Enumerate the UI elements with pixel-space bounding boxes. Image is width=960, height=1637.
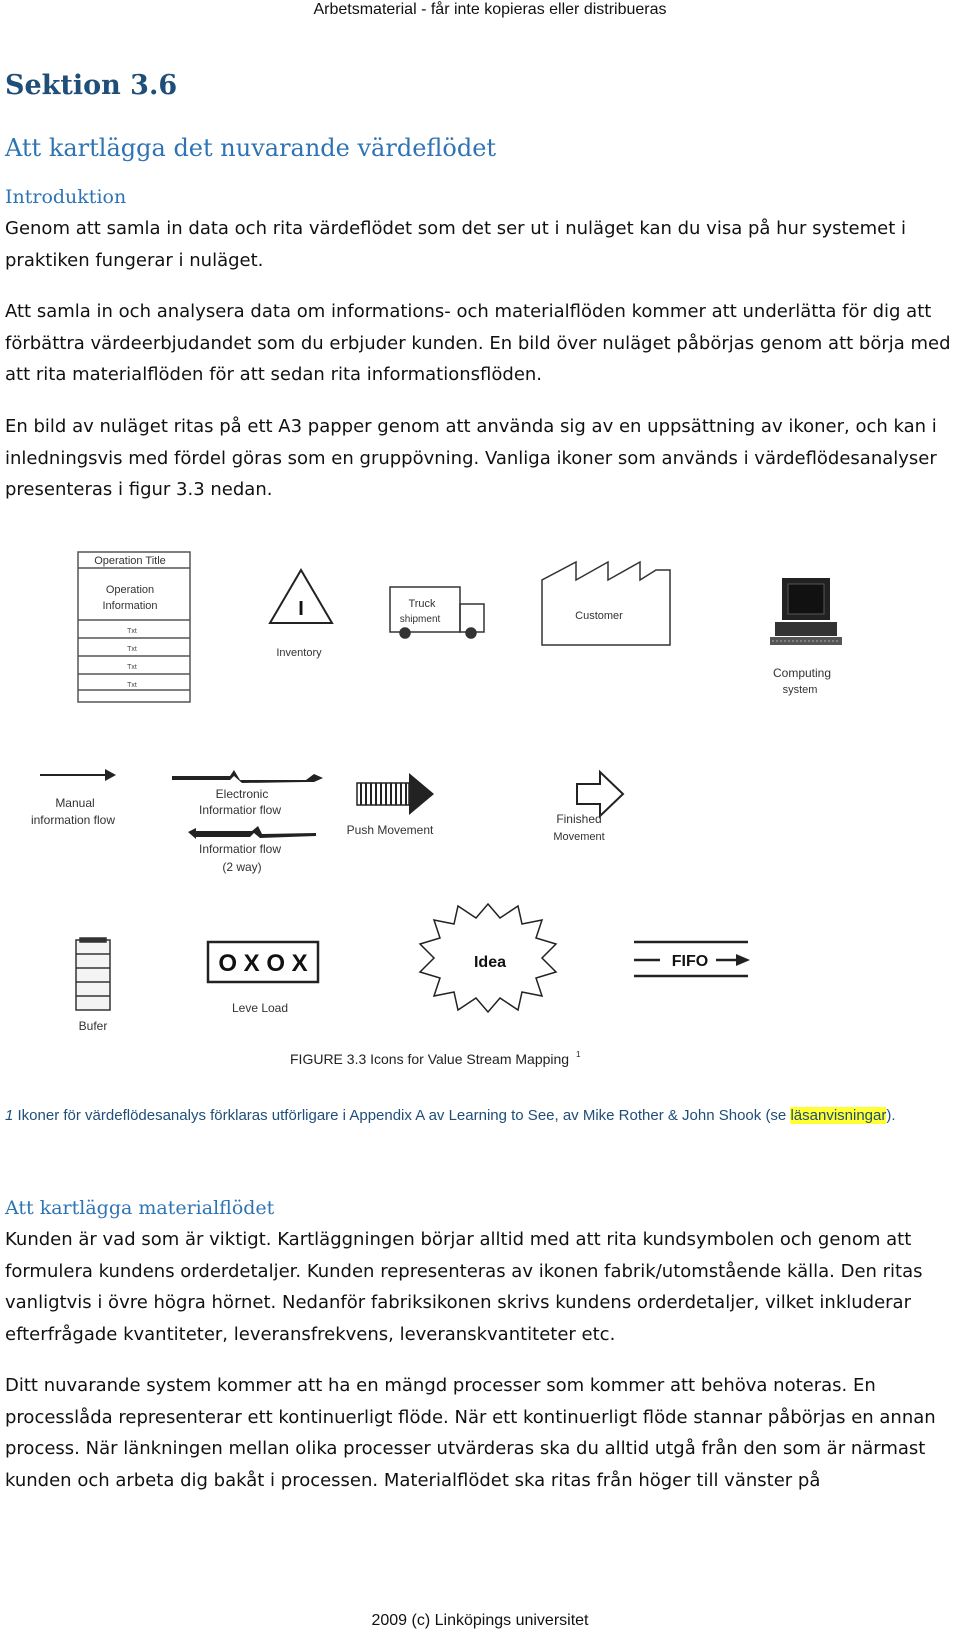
fifo-label: FIFO [671,953,709,970]
main-heading: Att kartlägga det nuvarande värdeflödet [5,134,497,162]
finished-label-line-1: Finished [556,812,602,826]
figure-caption: FIGURE 3.3 Icons for Value Stream Mapping [290,1051,570,1067]
computer-icon [770,578,842,645]
operation-row: Txt [127,628,137,635]
operation-box-icon [78,552,190,702]
footnote-highlight: läsanvisningar [790,1107,887,1124]
inventory-label: Inventory [276,647,322,659]
idea-label: Idea [473,954,507,971]
inventory-letter: I [298,598,304,620]
push-label: Push Movement [346,823,434,837]
footnote-number: 1 [5,1107,14,1124]
computing-label-line-1: Computing [772,666,832,680]
two-way-flow-label-line-2: (2 way) [222,860,262,874]
intro-paragraph-3: En bild av nuläget ritas på ett A3 papper genom att använda sig av en uppsättning av ikoner, och kan i inledningsvis med fördel göras som en gruppövning. Vanliga ikoner som används i värdeflödesanalyser presenteras i figur 3.3 nedan. [5,416,937,500]
two-way-flow-arrow-icon [188,826,316,839]
footnote [5,1106,945,1126]
customer-factory-icon [542,562,670,645]
finished-label-line-2: Movement [553,831,605,843]
page-header: Arbetsmaterial - får inte kopieras eller distribueras [313,1,667,18]
buffer-cabinet-icon [76,938,110,1010]
buffer-label: Bufer [78,1019,108,1033]
figure-caption-ref: 1 [576,1050,581,1059]
manual-flow-label-line-2: information flow [30,813,116,827]
intro-heading: Introduktion [5,186,127,208]
footnote-end: ). [886,1107,896,1124]
intro-paragraph-1: Genom att samla in data och rita värdeflödet som det ser ut i nuläget kan du visa på hur systemet i praktiken fungerar i nuläget. [5,218,906,271]
push-arrow-icon [357,773,434,815]
operation-row: Txt [127,664,137,671]
operation-title: Operation Title [94,555,166,567]
operation-row: Txt [127,682,137,689]
electronic-flow-label-line-2: Informatior flow [198,803,282,817]
truck-label-line-2: shipment [399,614,441,625]
manual-flow-arrow-icon [40,769,116,781]
two-way-flow-label-line-1: Informatior flow [198,842,282,856]
operation-info-line-2: Information [102,600,158,612]
material-paragraph-2: Ditt nuvarande system kommer att ha en mängd processer som kommer att behöva noteras. En processlåda representerar ett kontinuerligt flöde. När ett kontinuerligt flöde stannar påbörjas en annan process. När länkningen mellan olika processer utvärderas ska du alltid utgå från den som är närmast kunden och arbeta dig bakåt i processen. Materialflödet ska ritas från höger till vänster på [5,1375,936,1491]
operation-info-line-1: Operation [105,584,155,596]
vsm-icons-figure [20,540,940,1080]
material-heading: Att kartlägga materialflödet [5,1197,275,1219]
electronic-flow-label-line-1: Electronic [215,787,269,801]
truck-label-line-1: Truck [408,598,436,610]
operation-row: Txt [127,646,137,653]
manual-flow-label-line-1: Manual [55,796,95,810]
finished-movement-arrow-icon [577,772,623,816]
truck-icon [390,587,484,638]
footnote-text: Ikoner för värdeflödesanalys förklaras utförligare i Appendix A av Learning to See, av Mike Rother & John Shook (se [13,1107,791,1124]
section-title: Sektion 3.6 [5,70,178,101]
fifo-arrow-icon [736,954,750,966]
level-load-label: Leve Load [231,1001,289,1015]
customer-label: Customer [575,610,623,622]
material-paragraph-1: Kunden är vad som är viktigt. Kartläggningen börjar alltid med att rita kundsymbolen och genom att formulera kundens orderdetaljer. Kunden representeras av ikonen fabrik/utomstående källa. Den ritas vanligtvis i övre högra hörnet. Nedanför fabriksikonen skrivs kundens orderdetaljer, vilket inkluderar efterfrågade kvantiteter, leveransfrekvens, leveranskvantiteter etc. [5,1229,923,1345]
page-footer: 2009 (c) Linköpings universitet [371,1612,589,1629]
electronic-flow-arrow-icon [172,770,323,783]
computing-label-line-2: system [782,684,818,696]
oxox-label: O X O X [218,950,308,977]
intro-paragraph-2: Att samla in och analysera data om informations- och materialflöden kommer att underlätta för dig att förbättra värdeerbjudandet som du erbjuder kunden. En bild över nuläget påbörjas genom att börja med att rita materialflöden för att sedan rita informationsflöden. [5,301,951,385]
